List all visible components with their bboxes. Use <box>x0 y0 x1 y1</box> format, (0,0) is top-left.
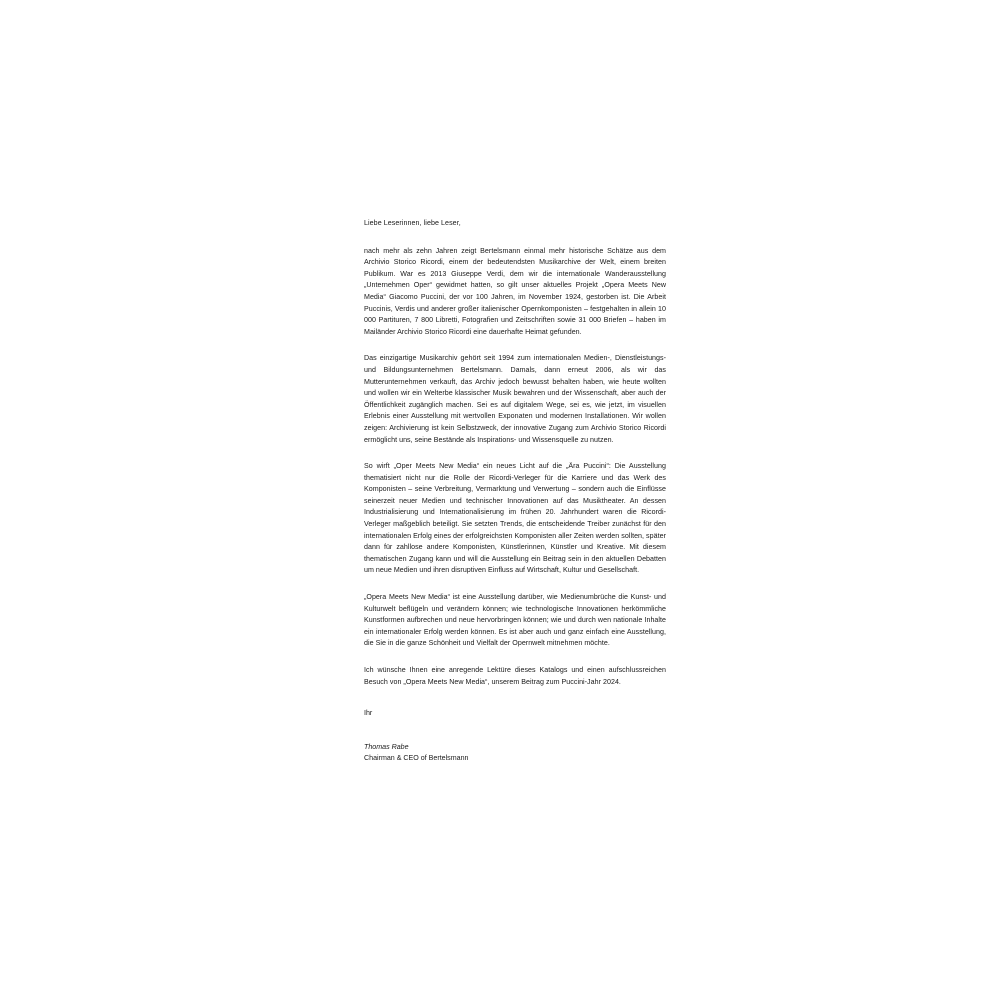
paragraph-4: „Opera Meets New Media“ ist eine Ausstellung darüber, wie Medienumbrüche die Kunst- und Kulturwelt beflügeln und verändern können; wie technologische Innovationen herkömmliche Kunstformen aufbrechen und neue hervorbringen können; wie und durch wen nationale Inhalte ein internationaler Erfolg werden können. Es ist aber auch und ganz einfach eine Ausstellung, die Sie in die ganze Schönheit und Vielfalt der Opernwelt mitnehmen möchte. <box>364 593 666 648</box>
closing-line: Ihr <box>364 709 373 718</box>
signature-title: Chairman & CEO of Bertelsmann <box>364 754 469 763</box>
paragraph-3: So wirft „Oper Meets New Media“ ein neues Licht auf die „Ära Puccini“: Die Ausstellung thematisiert nicht nur die Rolle der Ricordi-Verleger für die Karriere und das Werk des Komponisten – seine Verbreitung, Vermarktung und Verwertung – sondern auch die Einflüsse seinerzeit neuer Medien und technischer Innovationen auf das Musiktheater. An dessen Industrialisierung und Internationalisierung im frühen 20. Jahrhundert waren die Ricordi-Verleger maßgeblich beteiligt. Sie setzten Trends, die entscheidende Treiber zunächst für den internationalen Erfolg eines der erfolgreichsten Komponisten aller Zeiten werden sollten, später dann für zahllose andere Komponisten, Künstlerinnen, Künstler und Kreative. Mit diesem thematischen Zugang kann und will die Ausstellung ein Beitrag sein in den aktuellen Debatten um neue Medien und ihren disruptiven Einfluss auf Wirtschaft, Kultur und Gesellschaft. <box>364 462 666 575</box>
paragraph-5: Ich wünsche Ihnen eine anregende Lektüre dieses Katalogs und einen aufschlussreichen Besuch von „Opera Meets New Media“, unserem Beitrag zum Puccini-Jahr 2024. <box>364 666 666 686</box>
salutation: Liebe Leserinnen, liebe Leser, <box>364 219 461 227</box>
paragraph-1: nach mehr als zehn Jahren zeigt Bertelsmann einmal mehr historische Schätze aus dem Archivio Storico Ricordi, einem der bedeutendsten Musikarchive der Welt, einem breiten Publikum. War es 2013 Giuseppe Verdi, dem wir die internationale Wanderausstellung „Unternehmen Oper“ gewidmet hatten, so gilt unser aktuelles Projekt „Opera Meets New Media“ Giacomo Puccini, der vor 100 Jahren, im November 1924, gestorben ist. Die Arbeit Puccinis, Verdis und anderer großer italienischer Opernkomponisten – festgehalten in allein 10 000 Partituren, 7 800 Libretti, Fotografien und Zeitschriften sowie 31 000 Briefen – haben im Mailänder Archivio Storico Ricordi eine dauerhafte Heimat gefunden. <box>364 246 666 336</box>
paragraph-2: Das einzigartige Musikarchiv gehört seit 1994 zum internationalen Medien-, Dienstleistungs- und Bildungsunternehmen Bertelsmann. Damals, dann erneut 2006, als wir das Mutterunternehmen verkauft, das Archiv jedoch bewusst behalten haben, wie heute wollten und wollen wir ein Welterbe klassischer Musik bewahren und der Wissenschaft, aber auch der Öffentlichkeit zugänglich machen. Sei es auf digitalem Wege, sei es, wie jetzt, im visuellen Erlebnis einer Ausstellung mit wertvollen Exponaten und modernen Installationen. Wir wollen zeigen: Archivierung ist kein Selbstzweck, der innovative Zugang zum Archivio Storico Ricordi ermöglicht uns, seine Bestände als Inspirations- und Wissensquelle zu nutzen. <box>364 354 666 444</box>
letter-body <box>364 218 666 765</box>
signature-name: Thomas Rabe <box>364 742 409 751</box>
